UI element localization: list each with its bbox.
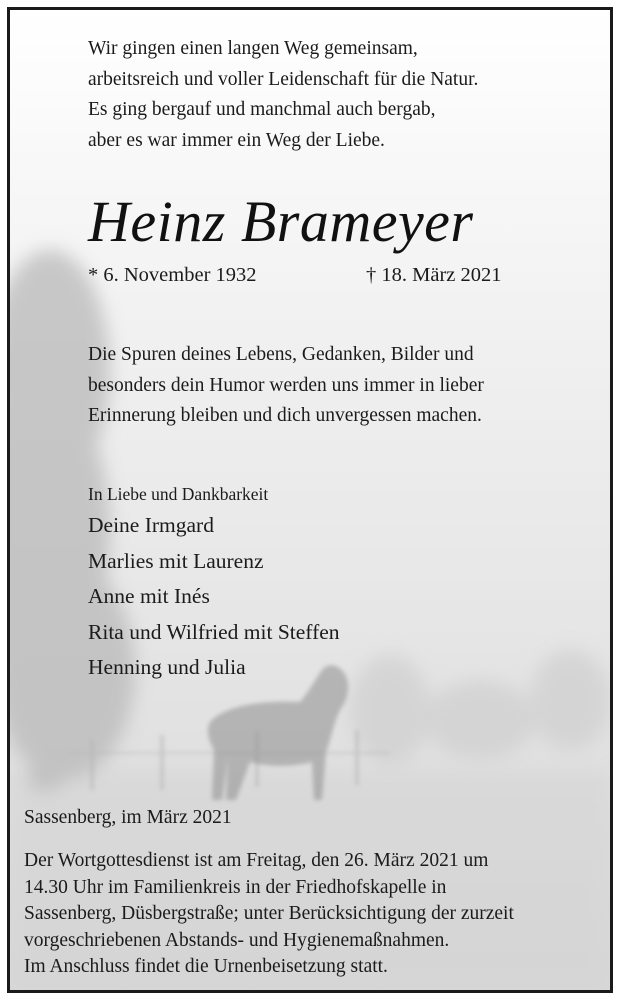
memory-line: besonders dein Humor werden uns immer in lieber <box>88 374 484 396</box>
memory-line: Die Spuren deines Lebens, Gedanken, Bilder und <box>88 344 474 365</box>
poem-line: Es ging bergauf und manchmal auch bergab, <box>88 99 436 120</box>
mourner-name: Anne mit Inés <box>88 584 210 608</box>
poem-line: Wir gingen einen langen Weg gemeinsam, <box>88 38 418 59</box>
signoff-intro: In Liebe und Dankbarkeit <box>88 484 269 504</box>
poem-line: arbeitsreich und voller Leidenschaft für die Natur. <box>88 68 479 90</box>
service-line: Sassenberg, Düsbergstraße; unter Berücksichtigung der zurzeit <box>24 903 514 924</box>
funeral-service-info <box>24 848 514 981</box>
family-signoff <box>88 480 340 686</box>
deceased-name: Heinz Brameyer <box>88 189 474 254</box>
opening-poem <box>88 34 478 156</box>
service-line: Der Wortgottesdienst ist am Freitag, den 26. März 2021 um <box>24 850 489 871</box>
mourner-name: Henning und Julia <box>88 655 246 679</box>
mourner-name: Rita und Wilfried mit Steffen <box>88 619 340 644</box>
service-line: 14.30 Uhr im Familienkreis in der Friedhofskapelle in <box>24 876 447 898</box>
poem-line: aber es war immer ein Weg der Liebe. <box>88 129 385 151</box>
life-dates <box>88 264 538 287</box>
obituary-frame <box>7 7 613 993</box>
mourner-name: Marlies mit Laurenz <box>88 548 264 573</box>
service-line: vorgeschriebenen Abstands- und Hygienemaßnahmen. <box>24 929 450 951</box>
death-date: † 18. März 2021 <box>366 264 502 286</box>
memory-text <box>88 340 484 432</box>
service-line: Im Anschluss findet die Urnenbeisetzung statt. <box>24 956 388 977</box>
place-and-date: Sassenberg, im März 2021 <box>24 807 232 828</box>
mourner-name: Deine Irmgard <box>88 513 214 537</box>
memory-line: Erinnerung bleiben und dich unvergessen machen. <box>88 405 482 426</box>
birth-date: * 6. November 1932 <box>88 264 257 286</box>
